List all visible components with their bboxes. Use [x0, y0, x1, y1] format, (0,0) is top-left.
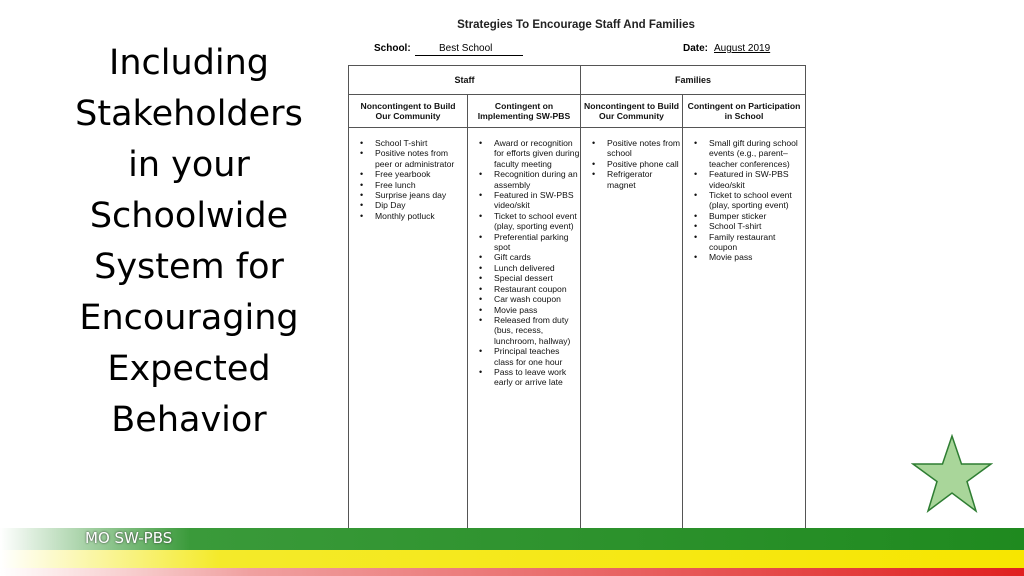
strategy-item: • Gift cards — [494, 252, 580, 262]
footer-label: MO SW-PBS — [85, 529, 173, 547]
strategy-item: • Award or recognition for efforts given during faculty meeting — [494, 138, 580, 169]
strategy-list — [581, 138, 682, 190]
title-line: System for — [94, 247, 284, 287]
column-cell — [581, 128, 683, 543]
strategy-item: • Positive notes from school — [607, 138, 682, 159]
document-title: Strategies To Encourage Staff And Families — [457, 19, 695, 31]
strategy-item: • Restaurant coupon — [494, 284, 580, 294]
slide-title — [60, 38, 318, 446]
strategies-document — [347, 0, 805, 520]
star-icon — [911, 434, 993, 514]
footer-red-stripe — [0, 568, 1024, 576]
strategy-item: • Lunch delivered — [494, 263, 580, 273]
group-header-staff: Staff — [349, 66, 581, 95]
strategy-item: • Pass to leave work early or arrive late — [494, 367, 580, 388]
strategy-item: • Car wash coupon — [494, 294, 580, 304]
strategy-item: • School T-shirt — [375, 138, 467, 148]
column-header: Noncontingent to Build Our Community — [581, 95, 683, 128]
strategy-item: • Ticket to school event (play, sporting event) — [494, 211, 580, 232]
title-line: Schoolwide — [89, 196, 289, 236]
strategy-item: • Movie pass — [494, 305, 580, 315]
strategy-item: • Ticket to school event (play, sporting event) — [709, 190, 805, 211]
date-label: Date: — [683, 43, 709, 54]
strategy-item: • Small gift during school events (e.g., parent–teacher conferences) — [709, 138, 805, 169]
title-line: Including — [109, 43, 269, 83]
strategy-item: • Featured in SW-PBS video/skit — [494, 190, 580, 211]
strategy-item: • Dip Day — [375, 200, 467, 210]
strategy-item: • School T-shirt — [709, 221, 805, 231]
column-header: Noncontingent to Build Our Community — [349, 95, 468, 128]
column-cell — [468, 128, 581, 543]
date-value: August 2019 — [714, 43, 771, 54]
title-line: Stakeholders — [75, 94, 303, 134]
column-header: Contingent on Participation in School — [683, 95, 806, 128]
school-value: Best School — [415, 43, 523, 56]
strategy-item: • Recognition during an assembly — [494, 169, 580, 190]
column-header: Contingent on Implementing SW-PBS — [468, 95, 581, 128]
strategy-item: • Free lunch — [375, 180, 467, 190]
strategy-item: • Positive notes from peer or administrator — [375, 148, 467, 169]
title-line: Encouraging — [79, 298, 299, 338]
strategy-item: • Principal teaches class for one hour — [494, 346, 580, 367]
strategy-item: • Bumper sticker — [709, 211, 805, 221]
strategy-item: • Positive phone call — [607, 159, 682, 169]
strategy-item: • Free yearbook — [375, 169, 467, 179]
footer-yellow-stripe — [0, 550, 1024, 568]
school-label: School: — [374, 43, 411, 54]
strategy-item: • Featured in SW-PBS video/skit — [709, 169, 805, 190]
strategy-item: • Movie pass — [709, 252, 805, 262]
strategy-item: • Refrigerator magnet — [607, 169, 682, 190]
title-line: Behavior — [111, 400, 267, 440]
column-cell — [349, 128, 468, 543]
strategy-item: • Surprise jeans day — [375, 190, 467, 200]
strategy-table — [348, 65, 806, 543]
strategy-item: • Released from duty (bus, recess, lunchroom, hallway) — [494, 315, 580, 346]
title-line: in your — [128, 145, 250, 185]
group-header-families: Families — [581, 66, 806, 95]
strategy-item: • Monthly potluck — [375, 211, 467, 221]
column-cell — [683, 128, 806, 543]
strategy-list — [468, 138, 580, 388]
title-line: Expected — [107, 349, 271, 389]
strategy-item: • Preferential parking spot — [494, 232, 580, 253]
strategy-item: • Family restaurant coupon — [709, 232, 805, 253]
strategy-list — [349, 138, 467, 221]
strategy-item: • Special dessert — [494, 273, 580, 283]
strategy-list — [683, 138, 805, 263]
